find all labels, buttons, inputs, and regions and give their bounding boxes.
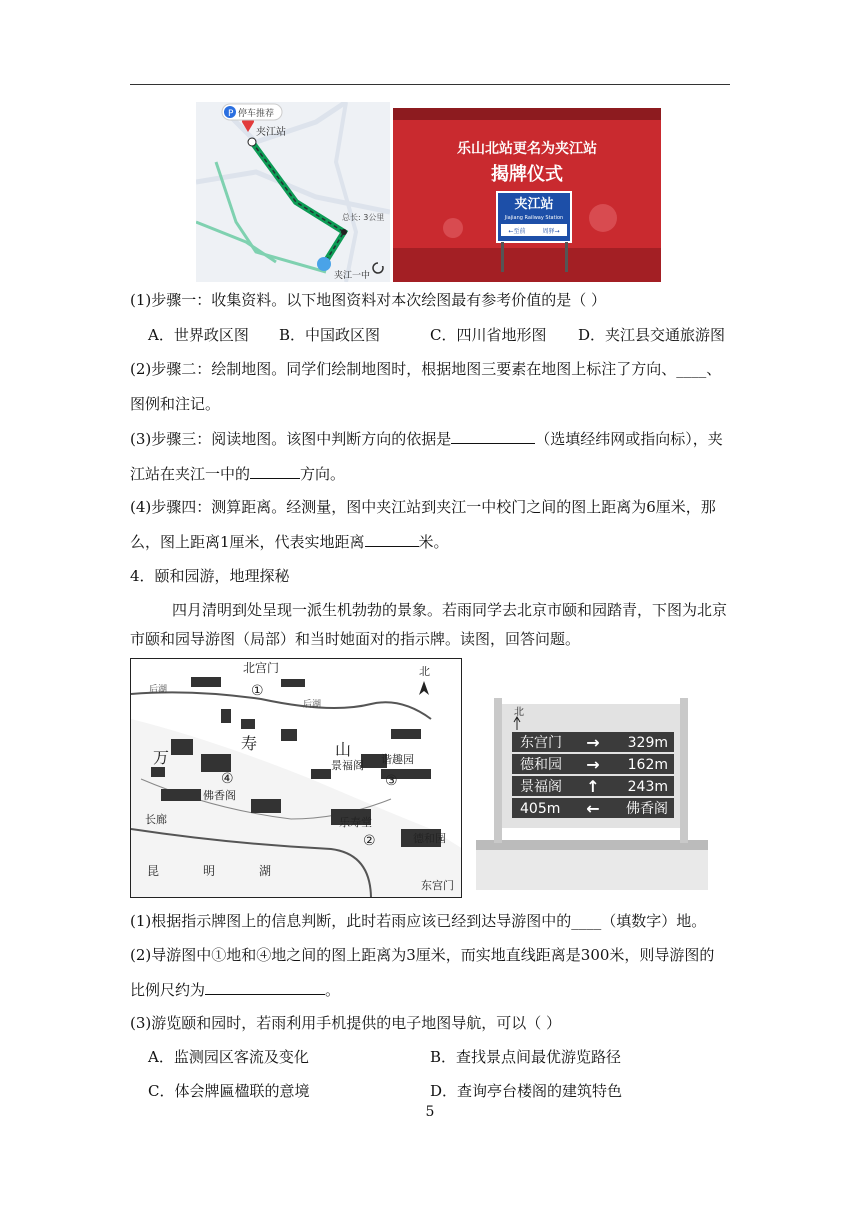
map-end-label: 夹江一中	[334, 271, 371, 281]
label-changlang: 长廊	[145, 813, 167, 826]
q3-option-a: A．世界政区图	[148, 326, 249, 344]
sign-row-left: 东宫门	[520, 735, 562, 751]
label-donggongmen: 东宫门	[421, 879, 454, 892]
sign-row-left: 405m	[520, 801, 561, 817]
q4-intro-line2: 市颐和园导游图（局部）和当时她面对的指示牌。读图，回答问题。	[130, 630, 581, 648]
label-hu: 湖	[259, 864, 272, 878]
q3-step2-line1: (2)步骤二：绘制地图。同学们绘制地图时，根据地图三要素在地图上标注了方向、____、	[130, 360, 722, 378]
q3-step4-line1: (4)步骤四：测算距离。经测量，图中夹江站到夹江一中校门之间的图上距离为6厘米，那	[130, 498, 716, 516]
label-jingfuge: 景福阁	[331, 759, 364, 772]
sign-row-left: 德和园	[520, 757, 562, 773]
marker-3: ③	[385, 773, 398, 789]
q4-question2-line1: (2)导游图中①地和④地之间的图上距离为3厘米，而实地直线距离是300米，则导游图的	[130, 946, 715, 964]
label-deheyuan: 德和园	[413, 832, 446, 845]
q3-step4b-text-pre: 么，图上距离1厘米，代表实地距离	[130, 533, 365, 551]
q3-step3-text-post: （选填经纬网或指向标），夹	[535, 430, 723, 448]
q3-option-b: B．中国政区图	[279, 326, 381, 344]
direction-signboard	[476, 690, 708, 898]
q4-option-b: B．查找景点间最优游览路径	[430, 1048, 622, 1066]
label-shan: 山	[335, 740, 352, 759]
banner-subtitle: 揭牌仪式	[491, 164, 563, 185]
q4-option-c: C．体会牌匾楹联的意境	[148, 1082, 310, 1100]
sign-row-arrow: ↑	[586, 777, 600, 796]
label-houhu-2: 后湖	[303, 700, 322, 710]
q3-step1: (1)步骤一：收集资料。以下地图资料对本次绘图最有参考价值的是（ ）	[130, 291, 607, 309]
station-sign-subtitle: Jiajiang Railway Station	[504, 215, 564, 221]
q3-step3b-text-post: 方向。	[300, 465, 346, 483]
navigation-map-image	[196, 102, 390, 282]
sign-row-right: 佛香阁	[626, 801, 668, 817]
q3-step4-line2	[130, 531, 449, 552]
label-foxiangge: 佛香阁	[203, 789, 236, 802]
answer-blank[interactable]	[451, 428, 535, 444]
q3-step3b-text-pre: 江站在夹江一中的	[130, 465, 251, 483]
q3-step3-line2	[130, 463, 345, 484]
q4-q2-text-post: 。	[325, 981, 341, 999]
label-wan: 万	[153, 748, 170, 767]
label-leshoutang: 乐寿堂	[339, 816, 372, 829]
answer-blank[interactable]	[205, 979, 325, 995]
sign-row-right: 329m	[627, 735, 668, 751]
sign-row-arrow: →	[586, 755, 600, 774]
answer-blank[interactable]	[365, 531, 419, 547]
sign-row-arrow: ←	[586, 799, 600, 818]
map-start-label: 夹江站	[256, 127, 286, 138]
sign-row-arrow: →	[586, 733, 600, 752]
station-sign-left: ←至前	[508, 228, 526, 235]
banner-title: 乐山北站更名为夹江站	[457, 141, 597, 157]
header-rule	[130, 84, 730, 85]
q4-option-a: A．监测园区客流及变化	[148, 1048, 309, 1066]
map-north-label: 北	[419, 665, 430, 678]
label-ming: 明	[203, 864, 216, 878]
marker-4: ④	[221, 771, 234, 787]
q4-q2-text-pre: 比例尺约为	[130, 981, 206, 999]
q3-step2-line2: 图例和注记。	[130, 395, 221, 413]
q4-heading: 4．颐和园游，地理探秘	[130, 567, 290, 585]
q4-option-d: D．查询亭台楼阁的建筑特色	[430, 1082, 623, 1100]
q3-step3-line1	[130, 428, 723, 449]
q4-question2-line2	[130, 979, 340, 1000]
marker-1: ①	[251, 683, 264, 699]
map-distance-label: 总长: 3公里	[342, 213, 385, 222]
parking-badge-label: 停车推荐	[238, 109, 275, 119]
label-kun: 昆	[147, 864, 160, 878]
station-sign-right: 周驿→	[542, 228, 560, 235]
sign-north-label: 北	[514, 707, 524, 718]
q3-step3-text-pre: (3)步骤三：阅读地图。该图中判断方向的依据是	[130, 430, 452, 448]
q3-option-c: C．四川省地形图	[430, 326, 547, 344]
north-arrow-icon	[419, 665, 430, 695]
page-number: 5	[425, 1104, 435, 1120]
svg-text:P: P	[228, 109, 234, 119]
q3-step4b-text-post: 米。	[418, 533, 449, 551]
station-renaming-photo	[393, 108, 661, 282]
summer-palace-guide-map	[130, 658, 462, 898]
label-xiequyuan: 谐趣园	[381, 753, 414, 766]
q4-question3: (3)游览颐和园时，若雨利用手机提供的电子地图导航，可以（ ）	[130, 1014, 562, 1032]
sign-row-left: 景福阁	[520, 779, 562, 795]
marker-2: ②	[363, 833, 376, 849]
label-shou: 寿	[241, 734, 258, 753]
q4-question1: (1)根据指示牌图上的信息判断，此时若雨应该已经到达导游图中的____（填数字）地。	[130, 912, 707, 930]
label-houhu-1: 后湖	[149, 685, 168, 695]
q3-option-d: D．夹江县交通旅游图	[578, 326, 726, 344]
label-beigongmen: 北宫门	[243, 661, 280, 675]
sign-row-right: 162m	[627, 757, 668, 773]
q4-intro-line1: 四月清明到处呈现一派生机勃勃的景象。若雨同学去北京市颐和园踏青，下图为北京	[172, 601, 728, 619]
sign-row-right: 243m	[627, 779, 668, 795]
answer-blank[interactable]	[250, 463, 300, 479]
station-sign-title: 夹江站	[514, 197, 554, 212]
